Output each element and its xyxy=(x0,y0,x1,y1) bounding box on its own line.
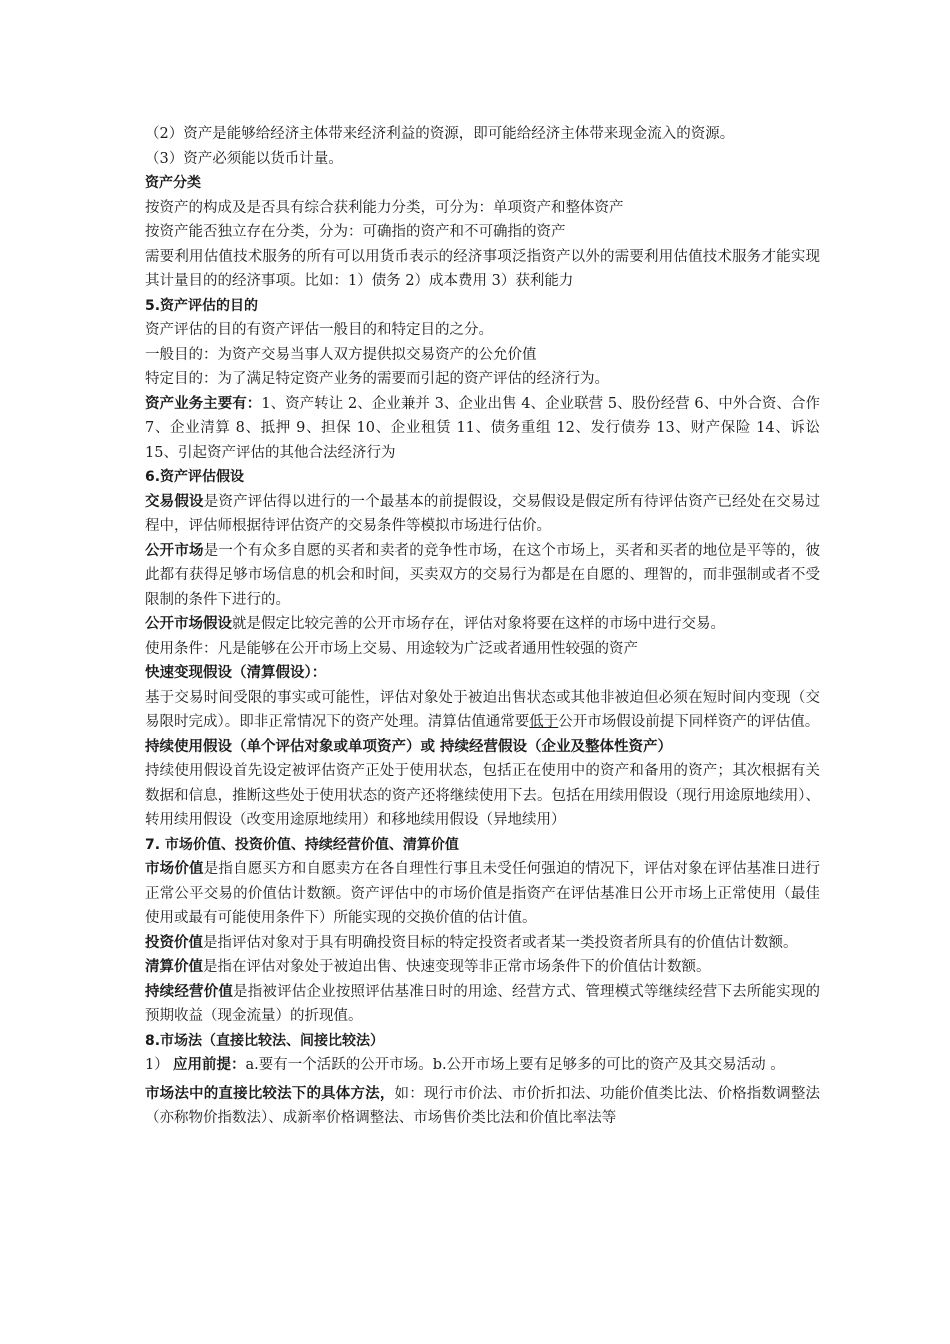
term-investment-value: 投资价值 xyxy=(145,933,203,951)
paragraph-7b xyxy=(145,931,820,956)
heading-section-7: 7. 市场价值、投资价值、持续经营价值、清算价值 xyxy=(145,836,459,853)
paragraph-classify-3: 需要利用估值技术服务的所有可以用货币表示的经济事项泛指资产以外的需要利用估值技术服务才能实现其计量目的的经济事项。比如：1）债务 2）成本费用 3）获利能力 xyxy=(145,248,820,289)
paragraph-classify-2: 按资产能否独立存在分类，分为：可确指的资产和不可确指的资产 xyxy=(145,224,566,240)
text-lower-than: 低于 xyxy=(529,714,559,730)
text-liquidation-value: 是指在评估对象处于被迫出售、快速变现等非正常市场条件下的价值估计数额。 xyxy=(203,959,711,975)
text-liquidation-2: 公开市场假设前提下同样资产的评估值。 xyxy=(558,714,820,730)
term-open-market: 公开市场 xyxy=(145,541,204,559)
paragraph-7c xyxy=(145,955,820,980)
paragraph-6f xyxy=(145,686,820,735)
text-open-market: 是一个有众多自愿的买者和卖者的竞争性市场，在这个市场上，买者和买者的地位是平等的，彼此都有获得足够市场信息的机会和时间，买卖双方的交易行为都是在自愿的、理智的，而非强制或者不受限制的条件下进行的。 xyxy=(145,542,821,608)
paragraph-classify-1: 按资产的构成及是否具有综合获利能力分类，可分为：单项资产和整体资产 xyxy=(145,199,624,216)
paragraph-6a xyxy=(145,490,820,539)
paragraph-6d: 使用条件：凡是能够在公开市场上交易、用途较为广泛或者通用性较强的资产 xyxy=(145,640,638,657)
term-direct-comparison-methods: 市场法中的直接比较法下的具体方法， xyxy=(145,1084,395,1102)
paragraph-asset-benefit: （2）资产是能够给经济主体带来经济利益的资源，即可能给经济主体带来现金流入的资源。 xyxy=(145,126,735,142)
term-application-premise: 应用前提： xyxy=(173,1056,246,1073)
text-liquidation-1: 基于交易时间受限的事实或可能性，评估对象处于被迫出售状态或其他非被迫但必须在短时间内变现（交易限时完成）。即非正常情况下的资产处理。清算估值通常要 xyxy=(145,689,820,730)
heading-asset-classification: 资产分类 xyxy=(145,175,201,191)
paragraph-asset-measurable: （3）资产必须能以货币计量。 xyxy=(145,150,343,167)
term-asset-business: 资产业务主要有： xyxy=(145,394,262,412)
document-page xyxy=(145,122,820,1131)
heading-section-5: 5.资产评估的目的 xyxy=(145,297,259,314)
term-going-concern-assumption: 持续使用假设（单个评估对象或单项资产）或 持续经营假设（企业及整体性资产） xyxy=(145,737,673,755)
heading-section-6: 6.资产评估假设 xyxy=(145,469,245,485)
text-going-concern-value: 是指被评估企业按照评估基准日时的用途、经营方式、管理模式等继续经营下去所能实现的预期收益（现金流量）的折现值。 xyxy=(145,983,821,1024)
paragraph-6c xyxy=(145,612,820,637)
list-number: 1） xyxy=(145,1057,169,1073)
paragraph-5d xyxy=(145,392,820,466)
term-liquidation-value: 清算价值 xyxy=(145,958,203,975)
paragraph-5b: 一般目的：为资产交易当事人双方提供拟交易资产的公允价值 xyxy=(145,346,537,363)
paragraph-5a: 资产评估的目的有资产评估一般目的和特定目的之分。 xyxy=(145,322,493,338)
term-going-concern-value: 持续经营价值 xyxy=(145,982,234,1000)
text-market-value: 是指自愿买方和自愿卖方在各自理性行事且未受任何强迫的情况下，评估对象在评估基准日进行正常公平交易的价值估计数额。资产评估中的市场价值是指资产在评估基准日公开市场上正常使用（最佳使用或最有可能使用条件下）所能实现的交换价值的估计值。 xyxy=(145,861,821,926)
text-open-market-assumption: 就是假定比较完善的公开市场存在，评估对象将要在这样的市场中进行交易。 xyxy=(232,616,725,632)
text-direct-comparison-methods: 如：现行市价法、市价折扣法、功能价值类比法、价格指数调整法（亦称物价指数法）、成新率价格调整法、市场售价类比法和价值比率法等 xyxy=(145,1085,821,1126)
text-investment-value: 是指评估对象对于具有明确投资目标的特定投资者或者某一类投资者所具有的价值估计数额。 xyxy=(203,934,798,951)
list-body xyxy=(173,1053,820,1078)
paragraph-8b xyxy=(145,1082,820,1131)
text-transaction-assumption: 是资产评估得以进行的一个最基本的前提假设，交易假设是假定所有待评估资产已经处在交易过程中，评估师根据待评估资产的交易条件等模拟市场进行估价。 xyxy=(145,493,821,534)
term-liquidation-assumption: 快速变现假设（清算假设）： xyxy=(145,664,327,681)
paragraph-5c: 特定目的：为了满足特定资产业务的需要而引起的资产评估的经济行为。 xyxy=(145,371,609,387)
paragraph-6h: 持续使用假设首先设定被评估资产正处于使用状态，包括正在使用中的资产和备用的资产；其次根据有关数据和信息，推断这些处于使用状态的资产还将继续使用下去。包括在用续用假设（现行用途原地续用）、转用续用假设（改变用途原地续用）和移地续用假设（异地续用） xyxy=(145,763,820,828)
term-open-market-assumption: 公开市场假设 xyxy=(145,615,232,632)
list-item-application-premise xyxy=(145,1053,820,1078)
term-transaction-assumption: 交易假设 xyxy=(145,492,204,510)
paragraph-6b xyxy=(145,539,820,613)
text-application-premise: a.要有一个活跃的公开市场。b.公开市场上要有足够多的可比的资产及其交易活动 。 xyxy=(245,1057,785,1073)
paragraph-7d xyxy=(145,980,820,1029)
paragraph-7a xyxy=(145,857,820,931)
text-asset-business: 1、资产转让 2、企业兼并 3、企业出售 4、企业联营 5、股份经营 6、中外合资、合作 7、企业清算 8、抵押 9、担保 10、企业租赁 11、债务重组 12、发行债券 13、财产保险 14、诉讼 15、引起资产评估的其他合法经济行为 xyxy=(145,395,820,461)
term-market-value: 市场价值 xyxy=(145,860,204,877)
heading-section-8: 8.市场法（直接比较法、间接比较法） xyxy=(145,1032,385,1049)
